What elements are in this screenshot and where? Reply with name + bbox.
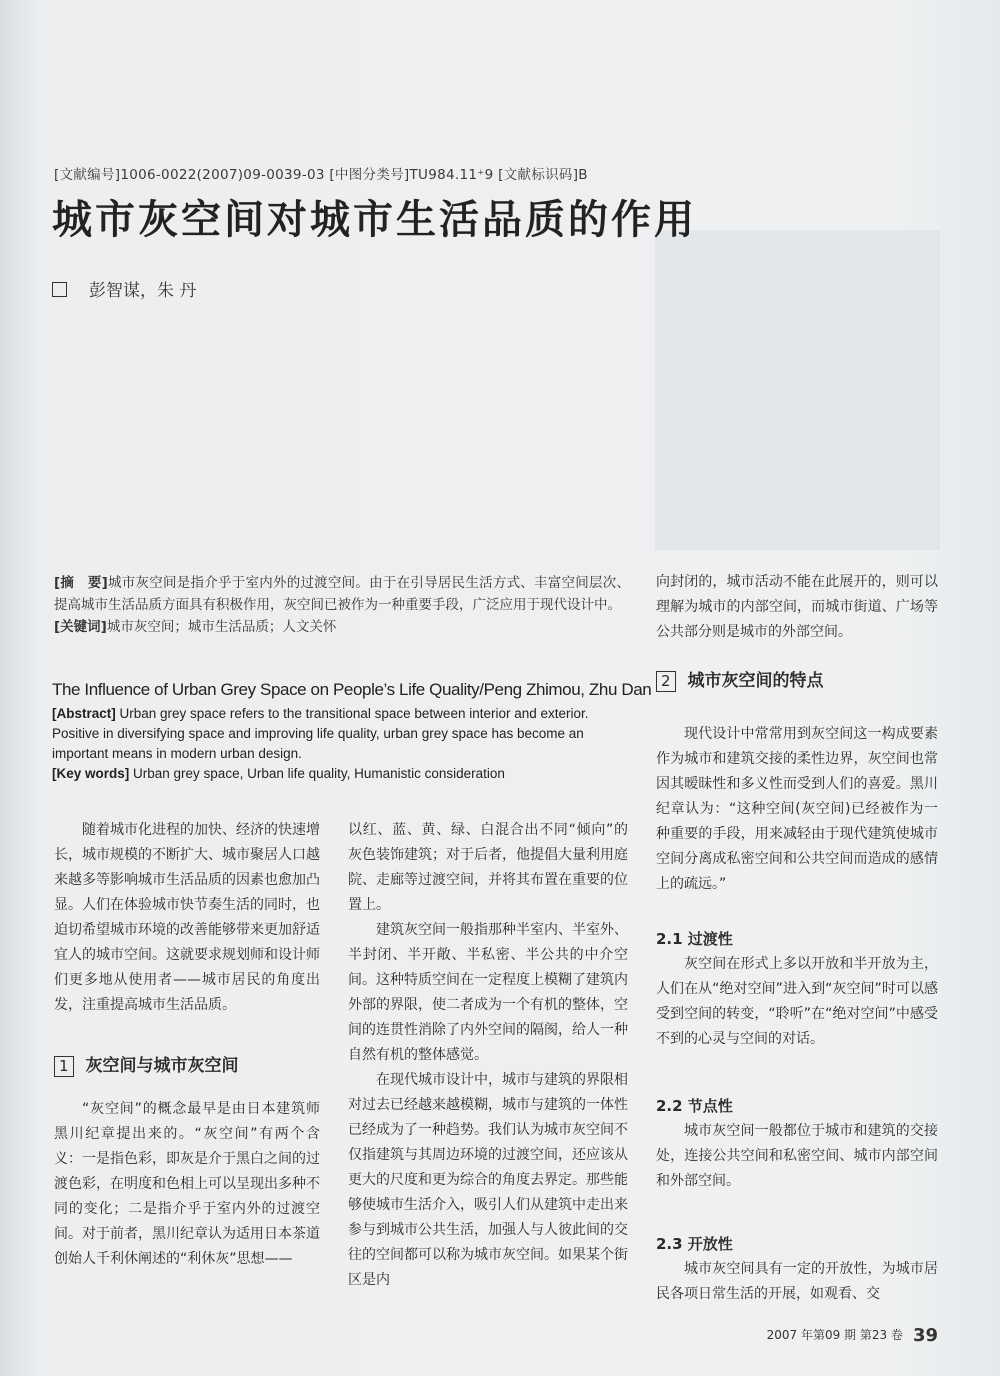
abstract-label: [摘 要] [54,575,108,591]
paragraph: 建筑灰空间一般指那种半室内、半室外、半封闭、半开敞、半私密、半公共的中介空间。这种特质空间在一定程度上模糊了建筑内外部的界限，使二者成为一个有机的整体，空间的连贯性消除了内外空间的隔阂，给人一种自然有机的整体感觉。 [348,922,628,1063]
keywords-text: 城市灰空间；城市生活品质；人文关怀 [106,619,337,635]
paragraph: 在现代城市设计中，城市与建筑的界限相对过去已经越来越模糊，城市与建筑的一体性已经成为了一种趋势。我们认为城市灰空间不仅指建筑与其周边环境的过渡空间，还应该从更大的尺度和更为综合的角度去界定。那些能够使城市生活介入，吸引人们从建筑中走出来参与到城市公共生活，加强人与人彼此间的交往的空间都可以称为城市灰空间。如果某个街区是内 [348,1072,628,1288]
section-heading-2 [656,669,938,694]
article-metadata: [文献编号]1006-0022(2007)09-0039-03 [中图分类号]TU984.11⁺9 [文献标识码]B [54,167,588,183]
section-number: 2 [656,671,676,692]
paragraph: “灰空间”的概念最早是由日本建筑师黑川纪章提出来的。“灰空间”有两个含义：一是指色彩，即灰是介于黑白之间的过渡色彩，在明度和色相上可以呈现出多种不同的变化；二是指介乎于室内外的过渡空间。对于前者，黑川纪章认为适用日本茶道创始人千利休阐述的“利休灰”思想—— [54,1101,320,1267]
paragraph: 灰空间在形式上多以开放和半开放为主，人们在从“绝对空间”进入到“灰空间”时可以感受到空间的转变，“聆听”在“绝对空间”中感受不到的心灵与空间的对话。 [656,956,938,1047]
keywords-label: [关键词] [54,619,107,635]
section-number: 1 [54,1056,74,1077]
paragraph: 城市灰空间一般都位于城市和建筑的交接处，连接公共空间和私密空间、城市内部空间和外部空间。 [656,1123,938,1189]
page-footer [767,1325,938,1346]
article-title: 城市灰空间对城市生活品质的作用 [52,197,697,243]
paragraph: 现代设计中常常用到灰空间这一构成要素作为城市和建筑交接的柔性边界，灰空间也常因其暧昧性和多义性而受到人们的喜爱。黑川纪章认为：“这种空间(灰空间)已经被作为一种重要的手段，用来减轻由于现代建筑使城市空间分离成私密空间和公共空间而造成的感情上的疏远。” [656,726,938,892]
english-abstract-text: Urban grey space refers to the transitional space between interior and exterior. Positive in diversifying space and improving life quality, urban grey space has become an important means in modern urban design. [52,706,589,761]
paragraph: 以红、蓝、黄、绿、白混合出不同“倾向”的灰色装饰建筑；对于后者，他提倡大量利用庭院、走廊等过渡空间，并将其布置在重要的位置上。 [348,822,628,913]
issue-info: 2007 年第09 期 第23 卷 [766,1328,903,1342]
paragraph: 城市灰空间具有一定的开放性，为城市居民各项日常生活的开展，如观看、交 [656,1261,938,1302]
paragraph: 随着城市化进程的加快、经济的快速增长，城市规模的不断扩大、城市聚居人口越来越多等影响城市生活品质的因素也愈加凸显。人们在体验城市快节奏生活的同时，也迫切希望城市环境的改善能够带来更加舒适宜人的城市空间。这就要求规划师和设计师们更多地从使用者——城市居民的角度出发，注重提高城市生活品质。 [54,822,320,1013]
english-title: The Influence of Urban Grey Space on People’s Life Quality/Peng Zhimou, Zhu Dan [52,680,652,699]
english-abstract-label: [Abstract] [52,706,116,721]
subsection-heading: 2.2 节点性 [656,1097,733,1115]
authors [52,276,196,301]
abstract-chinese [54,572,630,638]
author-names: 彭智谋，朱 丹 [89,281,197,301]
page-number: 39 [912,1325,938,1346]
square-bullet-icon [52,282,67,297]
section-title: 城市灰空间的特点 [687,671,824,691]
section-title: 灰空间与城市灰空间 [85,1056,239,1076]
english-keywords-text: Urban grey space, Urban life quality, Humanistic consideration [129,766,505,781]
english-keywords-label: [Key words] [52,766,130,781]
bleed-through-image [655,230,940,550]
abstract-english [52,680,652,784]
column-3 [656,570,938,1307]
paragraph: 向封闭的，城市活动不能在此展开的，则可以理解为城市的内部空间，而城市街道、广场等公共部分则是城市的外部空间。 [656,574,938,640]
subsection-heading: 2.1 过渡性 [656,930,733,948]
column-1 [54,818,320,1272]
subsection-heading: 2.3 开放性 [656,1235,733,1253]
section-heading-1 [54,1054,320,1079]
column-2 [348,818,628,1293]
abstract-text: 城市灰空间是指介乎于室内外的过渡空间。由于在引导居民生活方式、丰富空间层次、提高城市生活品质方面具有积极作用，灰空间已被作为一种重要手段，广泛应用于现代设计中。 [54,575,631,613]
